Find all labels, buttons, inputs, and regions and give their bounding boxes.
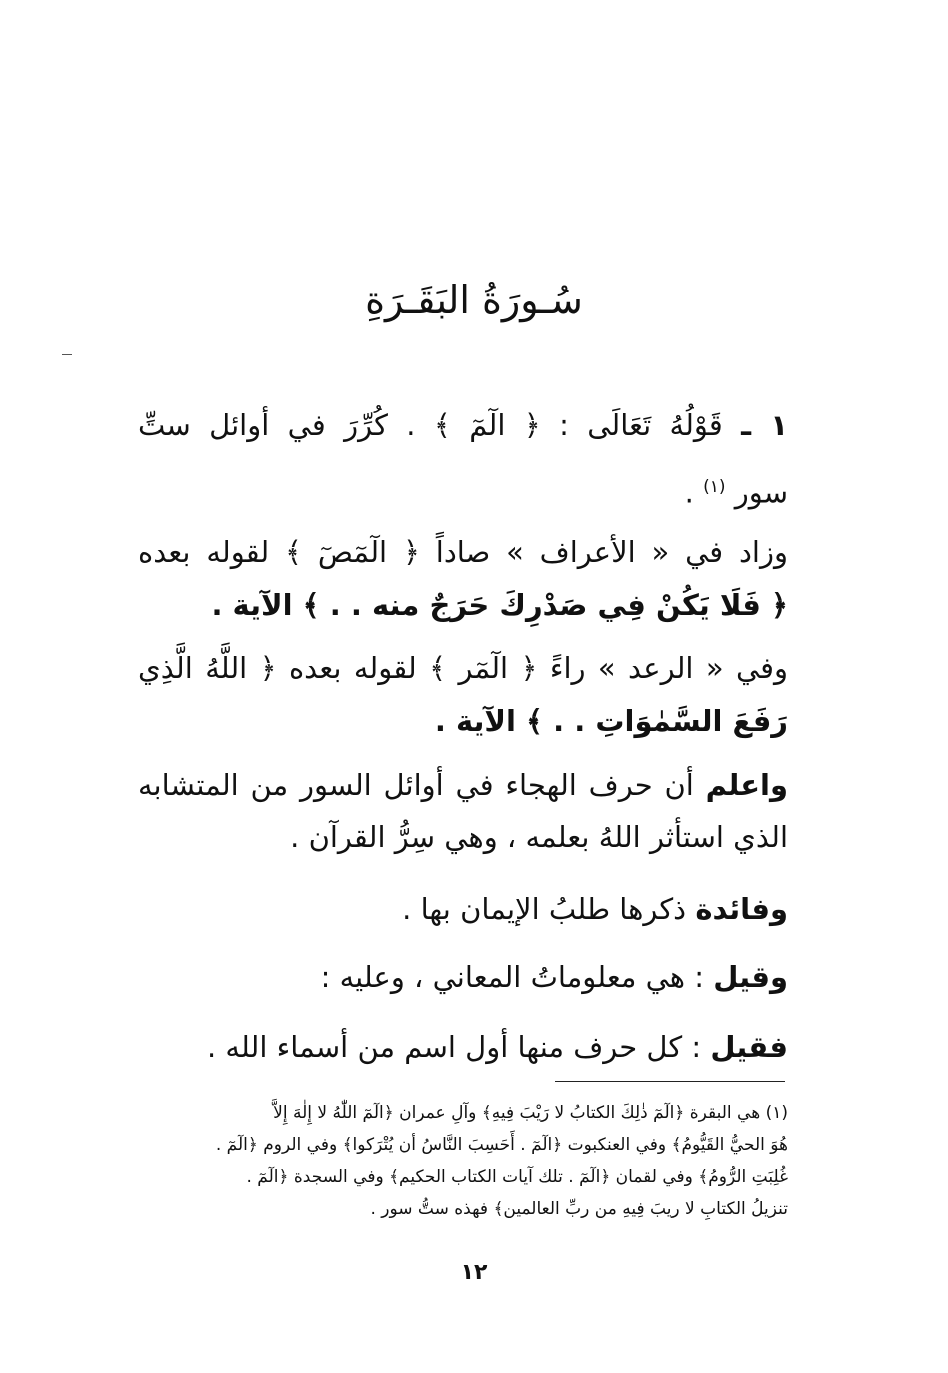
text-line-8 xyxy=(138,812,788,862)
quran-quote: ﴿ فَلَا يَكُنْ فِي صَدْرِكَ حَرَجٌ منه . . ﴾ الآية . xyxy=(211,588,788,622)
text-line-1 xyxy=(138,400,788,450)
line-text: : هي معلوماتُ المعاني ، وعليه : xyxy=(320,960,705,994)
text-line-5 xyxy=(138,643,788,693)
line-text: أن حرف الهجاء في أوائل السور من المتشابه xyxy=(138,768,694,802)
line-text: . xyxy=(684,475,694,510)
surah-title: سُـورَةُ البَقَـرَةِ xyxy=(365,278,583,322)
text-line-3 xyxy=(138,527,788,577)
footnote-line-2: هُوَ الحيُّ القَيُّومُ﴾ وفي العنكبوت ﴿الٓمٓ . أَحَسِبَ النَّاسُ أن يُتْرَكوا﴾ وفي الروم ﴿الٓمٓ . xyxy=(215,1135,788,1155)
quran-quote: رَفَعَ السَّمٰوَاتِ . . ﴾ الآية . xyxy=(434,704,788,738)
footnote-reference[interactable]: (١) xyxy=(703,477,726,497)
text-line-10 xyxy=(138,952,788,1002)
text-line-11 xyxy=(138,1022,788,1072)
text-line-4 xyxy=(138,580,788,630)
page-number: ١٢ xyxy=(460,1260,488,1285)
footnote-line-3: غُلِبَتِ الرُّومُ﴾ وفي لقمان ﴿الٓمٓ . تلك آيات الكتاب الحكيم﴾ وفي السجدة ﴿الٓمٓ . xyxy=(246,1167,788,1187)
text-line-9 xyxy=(138,884,788,934)
item-number: ١ ـ xyxy=(741,408,789,442)
footnote-line-1: (١) هي البقرة ﴿الٓمٓ ذٰلِكَ الكتابُ لا رَيْبَ فِيهِ﴾ وآلِ عمران ﴿الٓمٓ اللّٰهُ لا إِلٰهَ إِلاَّ xyxy=(273,1103,788,1123)
line-text: ذكرها طلبُ الإيمان بها . xyxy=(402,892,687,926)
footnote-line-4: تنزيلُ الكتابِ لا ريبَ فِيهِ من ربِّ العالمين﴾ فهذه ستُّ سور . xyxy=(370,1199,788,1219)
footnote-divider xyxy=(555,1081,785,1082)
line-text: الذي استأثر اللهُ بعلمه ، وهي سِرُّ القرآن . xyxy=(290,820,788,854)
lead-word: وقيل xyxy=(713,960,788,994)
line-text: قَوْلُهُ تَعَالَى : ﴿ الٓمٓ ﴾ . كُرِّرَ في أوائل ستِّ xyxy=(138,408,723,442)
text-line-7 xyxy=(138,760,788,810)
line-text: : كل حرف منها أول اسم من أسماء الله . xyxy=(206,1030,702,1064)
text-line-2 xyxy=(138,462,788,518)
line-text: سور xyxy=(734,475,788,510)
text-line-6 xyxy=(138,696,788,746)
lead-word: واعلم xyxy=(705,768,789,802)
line-text: وفي « الرعد » راءً ﴿ الٓمٓر ﴾ لقوله بعده ﴿ اللَّهُ الَّذِي xyxy=(138,651,788,685)
lead-word: وفائدة xyxy=(695,892,788,926)
margin-mark xyxy=(62,354,72,355)
lead-word: فقيل xyxy=(710,1030,788,1064)
line-text: وزاد في « الأعراف » صاداً ﴿ الٓمٓصٓ ﴾ لقوله بعده xyxy=(138,535,788,569)
